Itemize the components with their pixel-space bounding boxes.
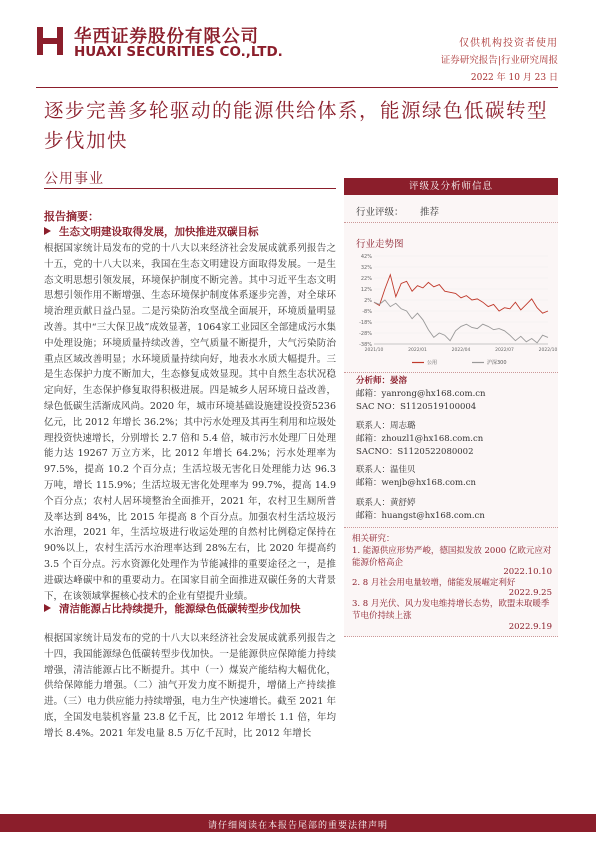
related-research-date: 2022.10.10	[503, 567, 552, 577]
chart-y-tick-label: 42%	[360, 253, 372, 260]
chart-x-tick-label: 2022/01	[408, 348, 427, 353]
email-label: 邮箱：	[356, 434, 382, 444]
section-heading-text: 清洁能源占比持续提升，能源绿色低碳转型步伐加快	[59, 603, 301, 615]
chart-y-tick-label: -18%	[359, 319, 372, 326]
trend-chart-label: 行业走势图	[356, 239, 404, 250]
related-research-item[interactable]: 1. 能源供应形势严峻，德国拟发放 2000 亿欧元应对能源价格高企	[352, 546, 552, 568]
sector-divider	[44, 188, 336, 189]
sac-number: S1120522080002	[397, 447, 474, 457]
contact-role: 分析师：	[356, 376, 391, 386]
contact-name: 温佳贝	[390, 465, 416, 475]
chart-y-tick-label: -38%	[359, 341, 372, 348]
related-research-date: 2022.9.25	[508, 588, 552, 598]
chart-grid	[374, 256, 548, 344]
footer-disclaimer: 请仔细阅读在本报告尾部的重要法律声明	[207, 821, 388, 831]
sector-name: 公用事业	[44, 171, 104, 187]
report-title: 逐步完善多轮驱动的能源供给体系，能源绿色低碳转型步伐加快	[44, 99, 549, 152]
email-label: 邮箱：	[356, 389, 382, 399]
chart-y-tick-label: -8%	[362, 308, 372, 315]
chart-y-tick-label: 2%	[364, 297, 372, 304]
chart-legend-label: 公用	[427, 360, 438, 366]
chart-y-tick-label: -28%	[359, 330, 372, 337]
triangle-bullet-icon	[44, 604, 51, 612]
chart-x-tick-label: 2022/07	[495, 348, 514, 353]
contact-person	[356, 497, 485, 523]
triangle-bullet-icon	[44, 227, 51, 235]
report-date: 2022 年 10 月 23 日	[470, 73, 558, 83]
chart-y-tick-label: 12%	[360, 286, 372, 293]
investor-note: 仅供机构投资者使用	[459, 38, 558, 49]
chart-series-line-hs300	[374, 300, 548, 343]
rating-label: 行业评级：	[356, 207, 404, 218]
contact-role: 联系人：	[356, 421, 391, 431]
email-label: 邮箱：	[356, 511, 382, 521]
related-research-date: 2022.9.19	[508, 622, 552, 632]
section-body: 根据国家统计局发布的党的十八大以来经济社会发展成就系列报告之十四，我国能源绿色低碳转型步伐加快。一是能源供应保障能力持续增强，清洁能源占比不断提升。其中（一）煤炭产能结构大幅优化，供给保障能力增强。（二）油气开发力度不断提升，增储上产持续推进。（三）电力供应能力持续增强，电力生产快速增长。截至 2021 年底，全国发电装机容量 23.8 亿千瓦，比 2012 年增长 1.1 倍，年均增长 8.4%。2021 年发电量 8.5 万亿千瓦时，比 2012 年增长	[44, 633, 336, 739]
divider	[344, 222, 558, 223]
email-link[interactable]: huangst@hx168.com.cn	[381, 511, 485, 521]
contact-person	[356, 464, 476, 490]
chart-x-ticks	[365, 347, 558, 353]
email-link[interactable]: yanrong@hx168.com.cn	[381, 389, 486, 399]
divider	[344, 636, 558, 637]
brand-name-en: HUAXI SECURITIES CO.,LTD.	[74, 44, 283, 60]
analyst-contact	[356, 375, 486, 414]
related-research-item[interactable]: 2. 8 月社会用电量较增，储能发展崛定利好	[352, 578, 516, 588]
chart-y-ticks	[359, 254, 372, 348]
huaxi-logo-icon	[36, 26, 64, 56]
email-label: 邮箱：	[356, 478, 382, 488]
report-type: 证券研究报告|行业研究周报	[440, 55, 558, 66]
contact-name: 晏溶	[390, 376, 408, 386]
section-heading-text: 生态文明建设取得发展，加快推进双碳目标	[59, 226, 259, 238]
chart-lines	[374, 275, 548, 343]
rating-box-title: 评级及分析师信息	[344, 178, 558, 195]
divider	[344, 372, 558, 373]
chart-legend	[412, 359, 507, 366]
contact-role: 联系人：	[356, 465, 391, 475]
trend-chart	[352, 252, 558, 370]
chart-legend-label: 沪深300	[487, 360, 507, 366]
contact-person	[356, 420, 483, 459]
contact-role: 联系人：	[356, 498, 391, 508]
chart-y-tick-label: 22%	[360, 275, 372, 282]
chart-x-tick-label: 2022/04	[451, 348, 471, 353]
sac-label: SAC NO：	[356, 402, 401, 412]
chart-x-tick-label: 2022/10	[538, 348, 558, 353]
contact-name: 黄舒婷	[390, 498, 416, 508]
related-research-title: 相关研究：	[352, 534, 395, 544]
divider	[344, 527, 558, 528]
section-body: 根据国家统计局发布的党的十八大以来经济社会发展成就系列报告之十五，党的十八大以来，我国在生态文明建设方面取得发展。一是生态文明思想引领发展，环境保护制度不断完善。其中习近平生态文明思想引领作用不断增强、生态环境保护制度体系逐步完善，对全球环境治理贡献日益凸显。二是污染防治攻坚战全面展开，环境质量明显改善。其中“三大保卫战”成效显著，1064家工业园区全部建成污水集中处理设施；环境质量持续改善，空气质量不断提升，大气污染防治重点区域改善明显；水环境质量持续向好，地表水水质大幅提升。三是生态保护力度不断加大，生态修复成效显现。其中自然生态状况稳定向好，生态保护修复取得积极进展。四是城乡人居环境日益改善，绿色低碳生活渐成风尚。2020 年，城市环境基础设施建设投资5236亿元，比 2012 年增长 36.2%；其中污水处理及其再生利用和垃圾处理投资快速增长，分别增长 2.7 倍和 5.4 倍，城市污水处理厂日处理能力达 19267 万立方米，比 2012 年增长 64.2%；污水处理率为 97.5%，提高 10.2 个百分点；生活垃圾无害化日处理能力达 96.3 万吨，增长 115.9%；生活垃圾无害化处理率为 99.7%，提高 14.9 个百分点；农村人居环境整治全面推开，2021 年，农村卫生厕所普及率达到 84%，比 2015 年提高 8 个百分点。加强农村生活垃圾污水治理，2021 年，生活垃圾进行收运处理的自然村比例稳定保持在 90%以上，农村生活污水治理率达到 28%左右，比 2020 年提高约 3.5 个百分点。污水资源化处理作为节能减排的重要途径之一，是推进碳达峰碳中和的重要动力。在国家目前全面推进双碳任务的大背景下，在该领域掌握核心技术的企业有望提升业绩。	[44, 243, 336, 602]
brand-name-cn: 华西证券股份有限公司	[74, 27, 259, 47]
section-heading	[44, 224, 259, 239]
email-link[interactable]: zhouzl1@hx168.com.cn	[381, 434, 484, 444]
sac-number: S1120519100004	[400, 402, 477, 412]
contact-name: 周志璐	[390, 421, 416, 431]
related-research-item[interactable]: 3. 8 月光伏、风力发电维持增长态势，欧盟未取暖季节电价持续上涨	[352, 599, 550, 621]
rating-value: 推荐	[420, 207, 440, 218]
chart-x-tick-label: 2021/10	[364, 348, 384, 353]
header-divider	[36, 87, 558, 88]
section-heading	[44, 601, 301, 616]
summary-label: 报告摘要：	[44, 210, 99, 223]
sac-label: SACNO：	[356, 447, 398, 457]
email-link[interactable]: wenjb@hx168.com.cn	[381, 478, 476, 488]
chart-y-tick-label: 32%	[360, 264, 372, 271]
